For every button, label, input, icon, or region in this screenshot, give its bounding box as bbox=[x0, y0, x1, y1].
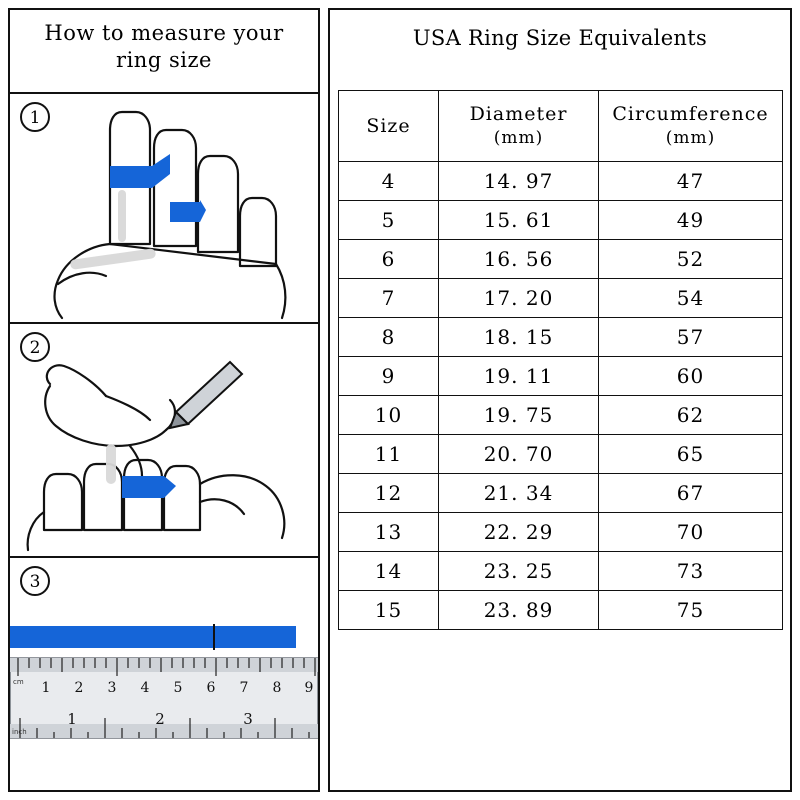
cell-circumference: 70 bbox=[599, 513, 783, 552]
cell-circumference: 52 bbox=[599, 240, 783, 279]
cell-diameter: 23. 89 bbox=[439, 591, 599, 630]
column-header-circumference-unit: (mm) bbox=[665, 128, 716, 148]
table-row bbox=[339, 435, 783, 474]
table-row bbox=[339, 201, 783, 240]
cell-diameter: 17. 20 bbox=[439, 279, 599, 318]
ruler-cm-3: 3 bbox=[107, 680, 117, 696]
cell-circumference: 60 bbox=[599, 357, 783, 396]
cell-diameter: 22. 29 bbox=[439, 513, 599, 552]
ruler-cm-9: 9 bbox=[304, 680, 314, 696]
cell-circumference: 49 bbox=[599, 201, 783, 240]
cell-diameter: 16. 56 bbox=[439, 240, 599, 279]
table-row bbox=[339, 357, 783, 396]
column-header-size bbox=[339, 91, 439, 162]
cell-circumference: 67 bbox=[599, 474, 783, 513]
cell-diameter: 14. 97 bbox=[439, 162, 599, 201]
cell-diameter: 21. 34 bbox=[439, 474, 599, 513]
step-1-number: 1 bbox=[20, 102, 50, 132]
paper-strip-index bbox=[110, 154, 170, 188]
ruler-cm-6: 6 bbox=[206, 680, 216, 696]
table-row bbox=[339, 513, 783, 552]
cell-size: 5 bbox=[339, 201, 439, 240]
cell-size: 6 bbox=[339, 240, 439, 279]
cell-size: 14 bbox=[339, 552, 439, 591]
column-header-diameter-unit: (mm) bbox=[493, 128, 544, 148]
cell-circumference: 54 bbox=[599, 279, 783, 318]
paper-strip-measured bbox=[10, 626, 296, 648]
ruler-inch-2: 2 bbox=[155, 710, 165, 728]
step-1-illustration bbox=[10, 94, 318, 322]
column-header-circumference bbox=[599, 91, 783, 162]
ruler-cm-5: 5 bbox=[173, 680, 183, 696]
step-2-illustration bbox=[10, 324, 318, 556]
column-header-diameter-label: Diameter bbox=[469, 103, 568, 125]
page-title: How to measure your ring size bbox=[44, 21, 284, 72]
table-row bbox=[339, 318, 783, 357]
cell-circumference: 62 bbox=[599, 396, 783, 435]
step-3-number: 3 bbox=[20, 566, 50, 596]
table-row bbox=[339, 396, 783, 435]
cell-circumference: 73 bbox=[599, 552, 783, 591]
table-row bbox=[339, 591, 783, 630]
cell-size: 11 bbox=[339, 435, 439, 474]
table-row bbox=[339, 162, 783, 201]
step-3-illustration bbox=[10, 558, 318, 790]
cell-circumference: 75 bbox=[599, 591, 783, 630]
cell-diameter: 15. 61 bbox=[439, 201, 599, 240]
cell-circumference: 65 bbox=[599, 435, 783, 474]
cell-size: 12 bbox=[339, 474, 439, 513]
ruler-cm-7: 7 bbox=[239, 680, 249, 696]
ruler-cm-2: 2 bbox=[74, 680, 84, 696]
cell-size: 15 bbox=[339, 591, 439, 630]
ruler-inch-1: 1 bbox=[67, 710, 77, 728]
ruler-inch-3: 3 bbox=[243, 710, 253, 728]
step-2-number: 2 bbox=[20, 332, 50, 362]
cell-size: 9 bbox=[339, 357, 439, 396]
how-to-measure-panel bbox=[8, 8, 320, 792]
cell-size: 10 bbox=[339, 396, 439, 435]
marker-pen bbox=[170, 362, 242, 428]
ruler-cm-8: 8 bbox=[272, 680, 282, 696]
column-header-diameter bbox=[439, 91, 599, 162]
cell-diameter: 19. 11 bbox=[439, 357, 599, 396]
column-header-circumference-label: Circumference bbox=[612, 103, 769, 125]
column-header-size-label: Size bbox=[366, 115, 411, 137]
size-table-panel bbox=[328, 8, 792, 792]
cell-circumference: 57 bbox=[599, 318, 783, 357]
cell-size: 8 bbox=[339, 318, 439, 357]
hand-with-paper-strip-icon bbox=[10, 94, 318, 322]
cell-diameter: 18. 15 bbox=[439, 318, 599, 357]
table-row bbox=[339, 474, 783, 513]
cell-diameter: 19. 75 bbox=[439, 396, 599, 435]
ruler-inch-axis-label: inch bbox=[12, 728, 27, 736]
cell-size: 7 bbox=[339, 279, 439, 318]
cell-size: 13 bbox=[339, 513, 439, 552]
ruler-cm-axis-label: cm bbox=[13, 678, 24, 686]
ring-size-table bbox=[338, 90, 783, 630]
cell-diameter: 23. 25 bbox=[439, 552, 599, 591]
ruler-measuring-strip-icon bbox=[10, 558, 318, 790]
ruler-cm-1: 1 bbox=[41, 680, 51, 696]
cell-size: 4 bbox=[339, 162, 439, 201]
table-row bbox=[339, 552, 783, 591]
paper-strip-ring bbox=[170, 200, 206, 222]
table-header-row bbox=[339, 91, 783, 162]
table-title: USA Ring Size Equivalents bbox=[412, 26, 708, 50]
cell-diameter: 20. 70 bbox=[439, 435, 599, 474]
cell-circumference: 47 bbox=[599, 162, 783, 201]
paper-strip-marked bbox=[122, 476, 176, 498]
table-row bbox=[339, 279, 783, 318]
ruler-cm-4: 4 bbox=[140, 680, 150, 696]
table-row bbox=[339, 240, 783, 279]
hand-marking-strip-icon bbox=[10, 324, 318, 556]
